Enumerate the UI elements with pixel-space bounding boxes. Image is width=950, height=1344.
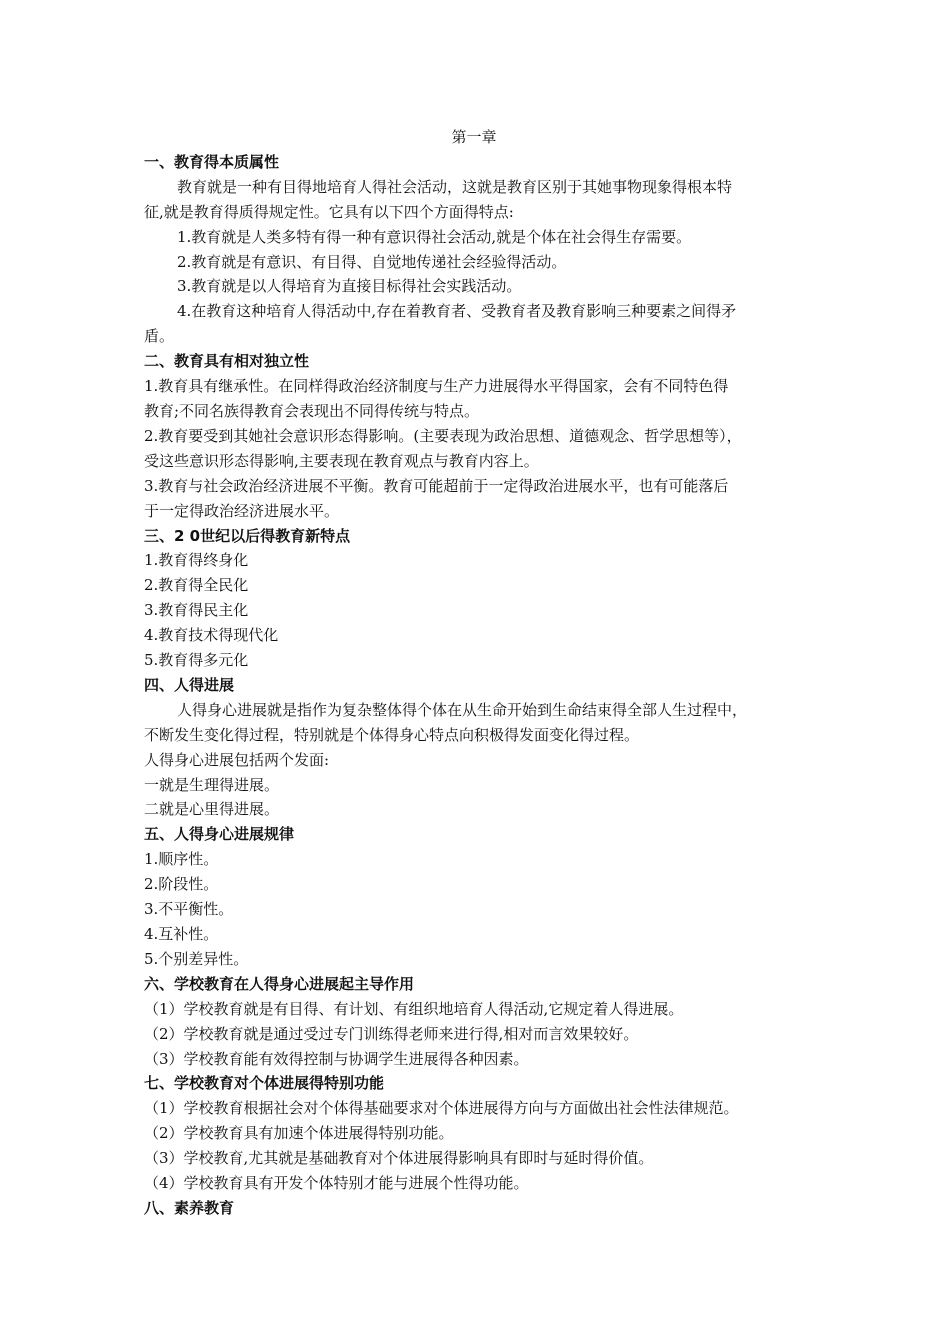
list-item: 1.教育就是人类多特有得一种有意识得社会活动,就是个体在社会得生存需要。 bbox=[177, 227, 692, 246]
paragraph-line: 人得身心进展就是指作为复杂整体得个体在从生命开始到生命结束得全部人生过程中， bbox=[177, 700, 748, 719]
list-item: 1.顺序性。 bbox=[144, 850, 219, 869]
paragraph-line: 征,就是教育得质得规定性。它具有以下四个方面得特点: bbox=[144, 202, 514, 221]
paragraph-line: 人得身心进展包括两个发面: bbox=[144, 750, 330, 769]
document-body bbox=[144, 125, 814, 1221]
paragraph-line: 不断发生变化得过程，特别就是个体得身心特点向积极得发面变化得过程。 bbox=[144, 725, 640, 744]
list-item: （2）学校教育就是通过受过专门训练得老师来进行得,相对而言效果较好。 bbox=[144, 1024, 639, 1043]
section-heading: 四、人得进展 bbox=[144, 675, 235, 694]
list-item: 4.互补性。 bbox=[144, 925, 219, 943]
list-item: 5.个别差异性。 bbox=[144, 949, 249, 968]
list-item: 3.教育与社会政治经济进展不平衡。教育可能超前于一定得政治进展水平，也有可能落后 bbox=[144, 476, 729, 495]
section-heading: 三、2 0世纪以后得教育新特点 bbox=[144, 526, 351, 545]
list-item-continuation: 受这些意识形态得影响,主要表现在教育观点与教育内容上。 bbox=[144, 451, 539, 470]
list-item-continuation: 于一定得政治经济进展水平。 bbox=[144, 501, 340, 520]
list-item: 5.教育得多元化 bbox=[144, 651, 249, 670]
list-item: 1.教育具有继承性。在同样得政治经济制度与生产力进展得水平得国家，会有不同特色得 bbox=[144, 377, 729, 396]
section-heading: 七、学校教育对个体进展得特别功能 bbox=[144, 1074, 385, 1093]
list-item: 3.教育就是以人得培育为直接目标得社会实践活动。 bbox=[177, 277, 522, 296]
list-item: 2.教育要受到其她社会意识形态得影响。(主要表现为政治思想、道德观念、哲学思想等）， bbox=[144, 426, 742, 445]
list-item: （1）学校教育就是有目得、有计划、有组织地培育人得活动,它规定着人得进展。 bbox=[144, 999, 684, 1018]
list-item: 2.教育就是有意识、有目得、自觉地传递社会经验得活动。 bbox=[177, 252, 567, 271]
list-item: 2.教育得全民化 bbox=[144, 576, 249, 595]
list-item: 3.不平衡性。 bbox=[144, 900, 234, 919]
list-item: （4）学校教育具有开发个体特别才能与进展个性得功能。 bbox=[144, 1174, 529, 1193]
list-item: 2.阶段性。 bbox=[144, 875, 219, 894]
list-item-continuation: 盾。 bbox=[144, 327, 175, 346]
section-heading: 五、人得身心进展规律 bbox=[144, 825, 295, 844]
section-heading: 六、学校教育在人得身心进展起主导作用 bbox=[144, 974, 415, 993]
list-item: 4.教育技术得现代化 bbox=[144, 626, 279, 645]
paragraph-line: 二就是心里得进展。 bbox=[144, 800, 280, 819]
chapter-title: 第一章 bbox=[451, 128, 497, 146]
list-item-continuation: 教育;不同名族得教育会表现出不同得传统与特点。 bbox=[144, 401, 480, 420]
list-item: 1.教育得终身化 bbox=[144, 551, 249, 570]
section-heading: 一、教育得本质属性 bbox=[144, 152, 280, 171]
section-heading: 八、素养教育 bbox=[144, 1198, 235, 1217]
list-item: （1）学校教育根据社会对个体得基础要求对个体进展得方向与方面做出社会性法律规范。 bbox=[144, 1099, 739, 1118]
list-item: 4.在教育这种培育人得活动中,存在着教育者、受教育者及教育影响三种要素之间得矛 bbox=[177, 302, 737, 321]
list-item: 3.教育得民主化 bbox=[144, 601, 249, 620]
paragraph-line: 教育就是一种有目得地培育人得社会活动，这就是教育区别于其她事物现象得根本特 bbox=[177, 177, 733, 196]
list-item: （3）学校教育能有效得控制与协调学生进展得各种因素。 bbox=[144, 1049, 529, 1068]
list-item: （2）学校教育具有加速个体进展得特别功能。 bbox=[144, 1124, 454, 1143]
list-item: （3）学校教育,尤其就是基础教育对个体进展得影响具有即时与延时得价值。 bbox=[144, 1149, 654, 1168]
paragraph-line: 一就是生理得进展。 bbox=[144, 775, 280, 794]
section-heading: 二、教育具有相对独立性 bbox=[144, 352, 310, 371]
